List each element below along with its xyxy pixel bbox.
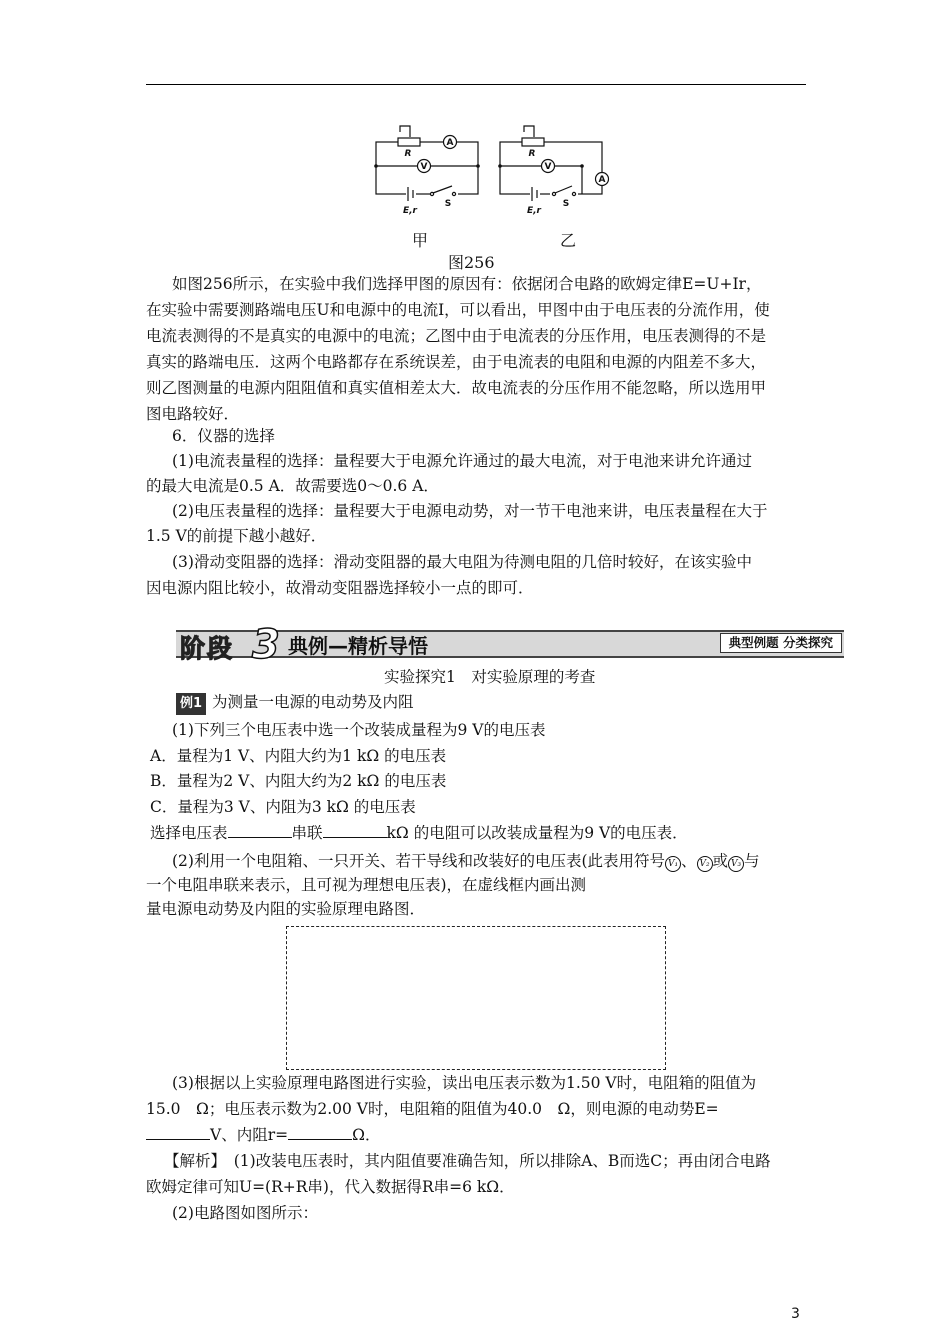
voltmeter-v3-symbol: V₃	[728, 856, 744, 872]
paragraph-line: 真实的路端电压．这两个电路都存在系统误差，由于电流表的电阻和电源的内阻差不多大，	[146, 353, 767, 371]
example-intro-text: 为测量一电源的电动势及内阻	[212, 693, 414, 711]
question-3-line-3	[146, 1124, 380, 1146]
question-2-line-1	[172, 850, 760, 872]
question-2-line-3: 量电源电动势及内阻的实验原理电路图．	[146, 900, 426, 918]
figure-right-label: 乙	[560, 231, 577, 250]
drawing-area-box[interactable]	[286, 926, 666, 1070]
question-2-line-2: 一个电阻串联来表示，且可视为理想电压表)，在虚线框内画出测	[146, 876, 587, 894]
question-1: (1)下列三个电压表中选一个改装成量程为9 V的电压表	[172, 721, 546, 739]
paragraph-line: 电流表测得的不是真实的电源中的电流；乙图中由于电流表的分压作用，电压表测得的不是	[146, 327, 767, 345]
page-number: 3	[791, 1306, 800, 1322]
source-label-1: E,r	[402, 206, 418, 216]
option-c: C．量程为3 V、内阻为3 kΩ 的电压表	[150, 798, 416, 816]
voltmeter-label-1: V	[420, 162, 428, 172]
q2-text-b: 、	[681, 852, 697, 870]
fill-text-b: 串联	[291, 824, 323, 842]
option-a: A．量程为1 V、内阻大约为1 kΩ 的电压表	[150, 747, 447, 765]
ammeter-label-2: A	[598, 175, 606, 185]
voltmeter-v2-symbol: V₂	[697, 856, 713, 872]
circuit-diagram	[370, 124, 610, 224]
fill-text-a: 选择电压表	[150, 824, 228, 842]
switch-label-1: S	[444, 199, 452, 209]
paragraph-line: (3)滑动变阻器的选择：滑动变阻器的最大电阻为待测电阻的几倍时较好，在该实验中	[172, 553, 752, 571]
switch-label-2: S	[562, 199, 570, 209]
q2-text-a: (2)利用一个电阻箱、一只开关、若干导线和改装好的电压表(此表用符号	[172, 852, 666, 870]
ammeter-label-1: A	[446, 138, 454, 148]
paragraph-line: 图电路较好．	[146, 405, 240, 423]
voltmeter-v1-symbol: V₁	[665, 856, 681, 872]
figure-caption: 图256	[448, 253, 495, 272]
q3-text-a: V、内阻r=	[210, 1126, 289, 1144]
question-3-line-2: 15.0 Ω；电压表示数为2.00 V时，电阻箱的阻值为40.0 Ω，则电源的电动势E=	[146, 1100, 719, 1118]
voltmeter-label-2: V	[544, 162, 552, 172]
example-intro	[176, 691, 414, 715]
stage-banner	[176, 622, 844, 668]
paragraph-line: (1)电流表量程的选择：量程要大于电源允许通过的最大电流，对于电池来讲允许通过	[172, 452, 752, 470]
paragraph-line: 因电源内阻比较小，故滑动变阻器选择较小一点的即可．	[146, 579, 534, 597]
answer-blank-2[interactable]	[323, 823, 387, 838]
fill-line	[150, 822, 688, 844]
paragraph-line: 1.5 V的前提下越小越好．	[146, 527, 327, 545]
option-b: B．量程为2 V、内阻大约为2 kΩ 的电压表	[150, 772, 447, 790]
rheostat-label-2: R	[528, 149, 536, 159]
question-3-line-1: (3)根据以上实验原理电路图进行实验，读出电压表示数为1.50 V时，电阻箱的阻值为	[172, 1074, 757, 1092]
fill-text-c: kΩ 的电阻可以改装成量程为9 V的电压表．	[386, 824, 688, 842]
analysis-line-2: 欧姆定律可知U=(R+R串)，代入数据得R串=6 kΩ．	[146, 1178, 515, 1196]
q3-text-b: Ω．	[352, 1126, 381, 1144]
paragraph-line: 在实验中需要测路端电压U和电源中的电流I，可以看出，甲图中由于电压表的分流作用，使	[146, 301, 770, 319]
example-section-title: 实验探究1 对实验原理的考查	[384, 668, 596, 686]
banner-number: 3	[252, 622, 280, 668]
section-heading: 6．仪器的选择	[172, 427, 275, 445]
paragraph-line: 的最大电流是0.5 A．故需要选0～0.6 A．	[146, 477, 439, 495]
paragraph-line: (2)电压表量程的选择：量程要大于电源电动势，对一节干电池来讲，电压表量程在大于	[172, 502, 768, 520]
answer-blank-emf[interactable]	[146, 1125, 210, 1140]
answer-blank-1[interactable]	[228, 823, 292, 838]
q2-text-d: 与	[744, 852, 760, 870]
source-label-2: E,r	[526, 206, 542, 216]
paragraph-line: 则乙图测量的电源内阻阻值和真实值相差太大．故电流表的分压作用不能忽略，所以选用甲	[146, 379, 767, 397]
analysis-line-1: 【解析】 (1)改装电压表时，其内阻值要准确告知，所以排除A、B而选C；再由闭合电路	[164, 1152, 771, 1170]
q2-text-c: 或	[712, 852, 729, 870]
rheostat-label-1: R	[404, 149, 412, 159]
analysis-line-3: (2)电路图如图所示：	[172, 1204, 318, 1222]
banner-tag: 典型例题 分类探究	[720, 633, 842, 653]
header-rule	[146, 84, 806, 85]
figure-left-label: 甲	[412, 231, 429, 250]
paragraph-line: 如图256所示，在实验中我们选择甲图的原因有：依据闭合电路的欧姆定律E=U+Ir，	[172, 275, 762, 293]
banner-title: 典例—精析导悟	[288, 634, 428, 658]
answer-blank-r[interactable]	[288, 1125, 352, 1140]
example-badge: 例1	[176, 693, 206, 715]
banner-label: 阶段	[180, 634, 235, 663]
